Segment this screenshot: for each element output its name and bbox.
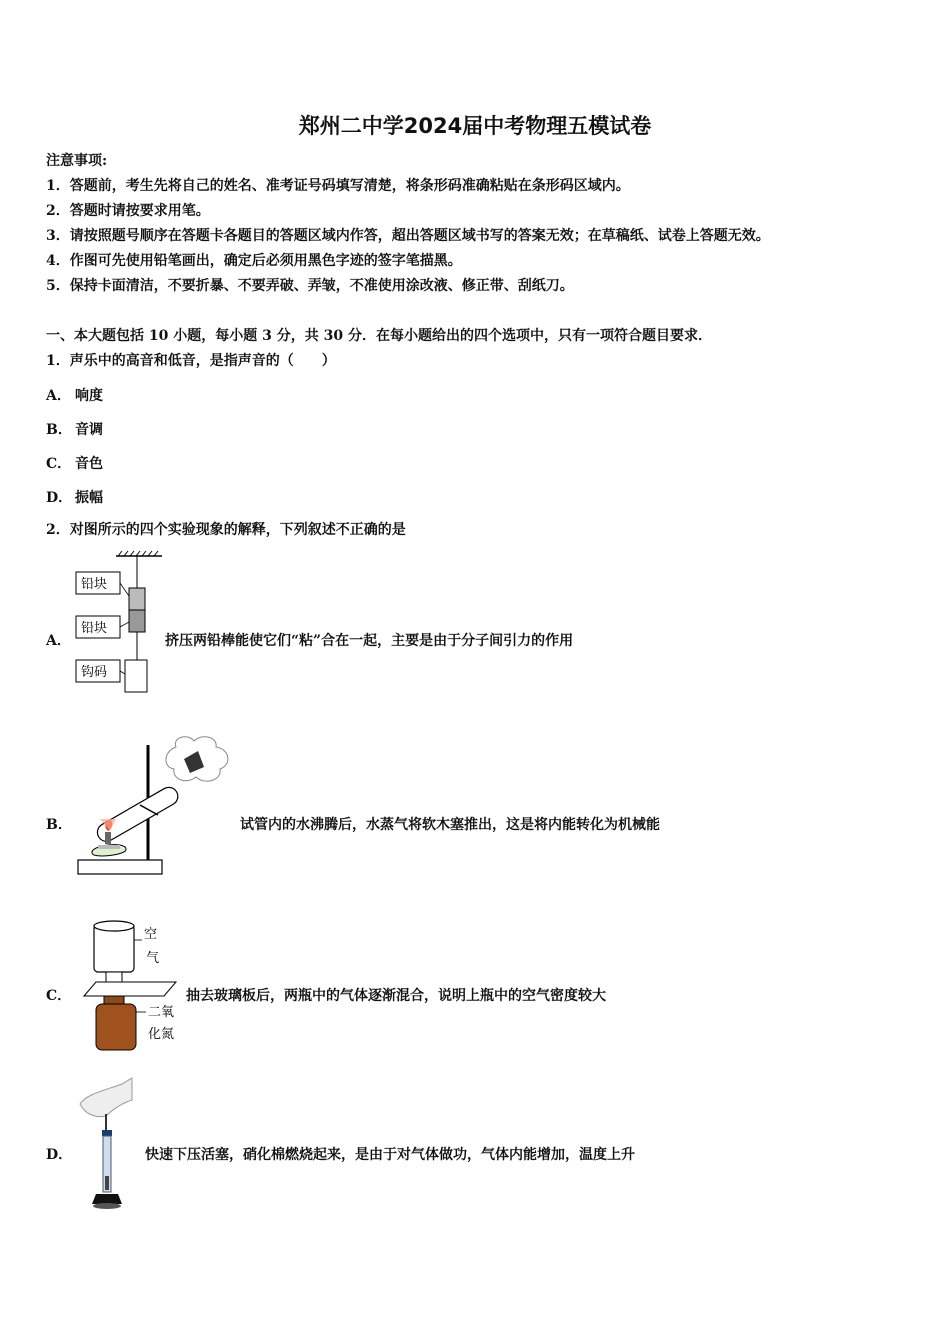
question-1-stem: 1．声乐中的高音和低音，是指声音的（ ） <box>46 353 336 369</box>
lead-blocks-figure <box>72 550 162 700</box>
q1-option-a-letter: A． <box>46 388 71 404</box>
page-title: 郑州二中学2024届中考物理五模试卷 <box>298 114 652 138</box>
q1-option-d-text: 振幅 <box>75 490 103 506</box>
notice-item: 2．答题时请按要求用笔。 <box>46 203 210 219</box>
q2-option-a-text: 挤压两铅棒能使它们“粘”合在一起，主要是由于分子间引力的作用 <box>165 633 574 649</box>
section-heading: 一、本大题包括 10 小题，每小题 3 分，共 30 分．在每小题给出的四个选项中，只有一项符合题目要求． <box>46 328 712 344</box>
notice-item: 3．请按照题号顺序在答题卡各题目的答题区域内作答，超出答题区域书写的答案无效；在草稿纸、试卷上答题无效。 <box>46 228 770 244</box>
notice-item: 5．保持卡面清洁，不要折暴、不要弄破、弄皱，不准使用涂改液、修正带、刮纸刀。 <box>46 278 574 294</box>
q2-option-c-letter: C． <box>46 988 72 1004</box>
notice-item: 1．答题前，考生先将自己的姓名、准考证号码填写清楚，将条形码准确粘贴在条形码区域内。 <box>46 178 630 194</box>
q2-option-d-text: 快速下压活塞，硝化棉燃烧起来，是由于对气体做功，气体内能增加，温度上升 <box>145 1147 635 1163</box>
q1-option-c-letter: C． <box>46 456 72 472</box>
no2-label-1: 二氧 <box>148 1005 175 1020</box>
lead-block-label-bottom: 铅块 <box>81 621 108 636</box>
lead-block-label-top: 铅块 <box>81 577 108 592</box>
q1-option-c-text: 音色 <box>75 456 103 472</box>
q2-option-c-text: 抽去玻璃板后，两瓶中的气体逐渐混合，说明上瓶中的空气密度较大 <box>186 988 606 1004</box>
q2-option-d-letter: D． <box>46 1147 73 1163</box>
q1-option-b-letter: B． <box>46 422 72 438</box>
notice-heading: 注意事项: <box>46 153 108 169</box>
air-label-1: 空 <box>144 927 158 942</box>
q2-option-a-letter: A． <box>46 633 71 649</box>
no2-label-2: 化氮 <box>148 1027 175 1042</box>
q1-option-a-text: 响度 <box>75 388 103 404</box>
air-label-2: 气 <box>146 951 160 966</box>
gas-bottles-figure <box>76 918 186 1058</box>
hook-weight-label: 钩码 <box>81 665 108 680</box>
test-tube-figure <box>76 735 236 880</box>
notice-item: 4．作图可先使用铅笔画出，确定后必须用黑色字迹的签字笔描黑。 <box>46 253 462 269</box>
q1-option-d-letter: D． <box>46 490 73 506</box>
q2-option-b-text: 试管内的水沸腾后，水蒸气将软木塞推出，这是将内能转化为机械能 <box>240 817 660 833</box>
q1-option-b-text: 音调 <box>75 422 103 438</box>
piston-figure <box>76 1076 136 1216</box>
q2-option-b-letter: B． <box>46 817 72 833</box>
question-2-stem: 2．对图所示的四个实验现象的解释，下列叙述不正确的是 <box>46 522 406 538</box>
